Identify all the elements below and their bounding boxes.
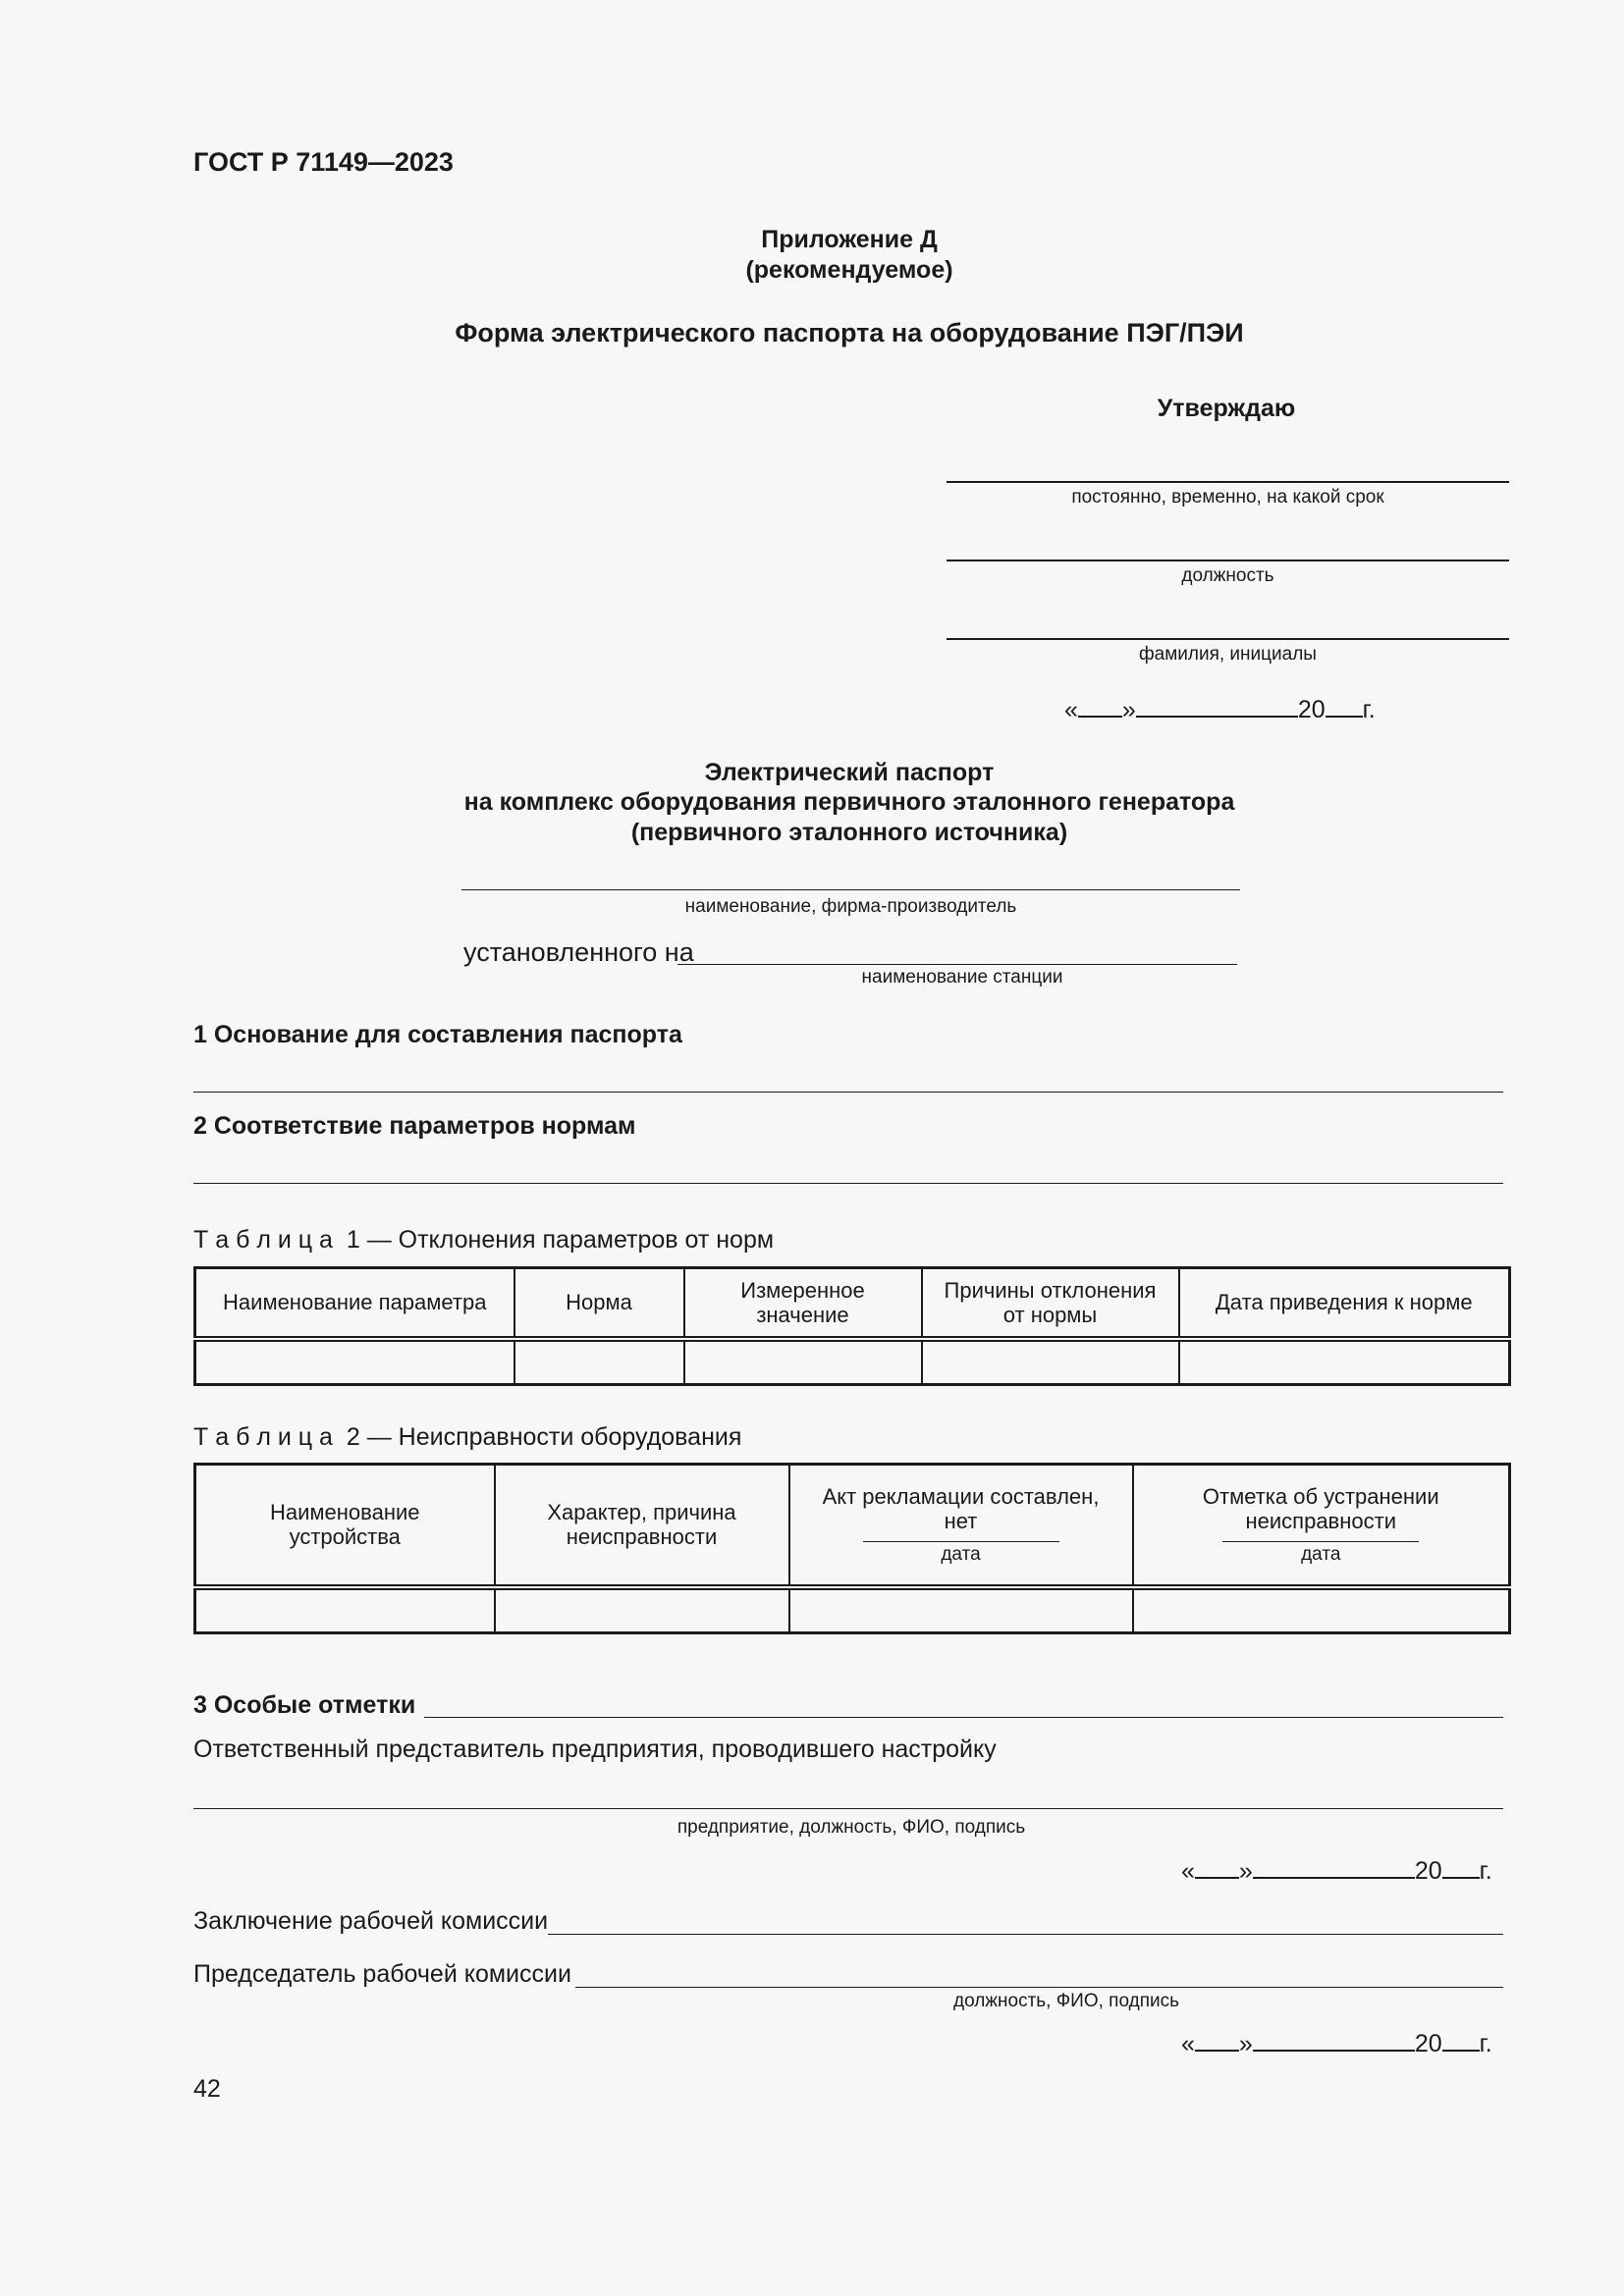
table2-fix-mark-label: Отметка об устранении неисправности [1202,1483,1439,1533]
table2-header-device: Наименование устройства [195,1465,495,1587]
approval-heading: Утверждаю [1157,395,1296,422]
date-year: 20 [1414,2030,1442,2057]
chairman-label: Председатель рабочей комиссии [193,1960,571,1988]
table1-cell-measured[interactable] [684,1339,922,1385]
table2-malfunctions [193,1463,1511,1634]
passport-title-line1: Электрический паспорт [704,759,995,786]
table2-header-claim-act [789,1465,1133,1587]
appendix-status: (рекомендуемое) [745,256,953,284]
station-name-line [677,964,1237,965]
chairman-caption: должность, ФИО, подпись [952,1991,1179,2011]
table1-header-reasons: Причины отклонения от нормы [922,1268,1179,1339]
equipment-name-line [461,889,1240,890]
table2-cell-fix-mark[interactable] [1133,1587,1510,1633]
table2-fix-mark-date-caption: дата [1222,1541,1419,1566]
table1-cell-norm[interactable] [514,1339,684,1385]
table2-claim-act-date-caption: дата [863,1541,1059,1566]
approval-name-line [947,638,1509,640]
responsible-date [1181,1855,1492,1886]
date-close-quote: » [1238,2030,1253,2057]
table2-caption [193,1423,741,1452]
date-close-quote: » [1121,696,1136,723]
section3-title: 3 Особые отметки [193,1691,416,1719]
table1-deviations [193,1266,1511,1386]
table1-cell-parameter[interactable] [195,1339,514,1385]
passport-title-line3: (первичного эталонного источника) [630,819,1068,846]
table2-header-cause: Характер, причина неисправности [495,1465,789,1587]
section1-fill-line [193,1092,1503,1093]
approval-date [1064,694,1376,724]
equipment-name-caption: наименование, фирма-производитель [684,896,1017,917]
table2-caption-word: Т а б л и ц а [193,1423,333,1451]
table2-cell-claim-act[interactable] [789,1587,1133,1633]
station-name-caption: наименование станции [861,967,1063,988]
table1-header-measured: Измеренное значение [684,1268,922,1339]
conclusion-fill-line [548,1934,1503,1935]
date-close-quote: » [1238,1857,1253,1885]
table1-cell-restore-date[interactable] [1179,1339,1510,1385]
date-suffix: г. [1479,1857,1492,1885]
conclusion-label: Заключение рабочей комиссии [193,1907,549,1935]
date-open-quote: « [1064,696,1078,723]
table1-header-norm: Норма [514,1268,684,1339]
responsible-label: Ответственный представитель предприятия, проводившего настройку [193,1735,997,1763]
table2-caption-text: 2 — Неисправности оборудования [346,1423,742,1451]
responsible-caption: предприятие, должность, ФИО, подпись [677,1817,1026,1838]
table2-header-fix-mark [1133,1465,1510,1587]
form-title: Форма электрического паспорта на оборудование ПЭГ/ПЭИ [455,318,1244,347]
installed-label: установленного на [463,937,694,967]
table1-cell-reasons[interactable] [922,1339,1179,1385]
responsible-fill-line [193,1808,1503,1809]
table2-claim-act-label: Акт рекламации составлен, нет [822,1483,1100,1533]
section2-title: 2 Соответствие параметров нормам [193,1112,636,1140]
standard-code: ГОСТ Р 71149—2023 [193,147,454,177]
page-number: 42 [193,2075,221,2103]
chairman-date [1181,2028,1492,2058]
section3-fill-line [424,1717,1503,1718]
date-year: 20 [1414,1857,1442,1885]
table1-caption [193,1226,774,1255]
table1-header-restore-date: Дата приведения к норме [1179,1268,1510,1339]
table2-cell-cause[interactable] [495,1587,789,1633]
approval-term-line [947,481,1509,483]
date-open-quote: « [1181,2030,1195,2057]
chairman-fill-line [575,1987,1503,1988]
approval-term-caption: постоянно, временно, на какой срок [1071,487,1384,507]
appendix-title: Приложение Д [761,226,938,253]
approval-position-line [947,560,1509,561]
date-open-quote: « [1181,1857,1195,1885]
date-suffix: г. [1362,696,1376,723]
section1-title: 1 Основание для составления паспорта [193,1021,682,1048]
approval-name-caption: фамилия, инициалы [1139,644,1317,665]
date-year: 20 [1297,696,1326,723]
table1-caption-text: 1 — Отклонения параметров от норм [346,1226,775,1254]
table1-caption-word: Т а б л и ц а [193,1226,333,1254]
passport-title-line2: на комплекс оборудования первичного эталонного генератора [463,788,1235,816]
table1-header-parameter: Наименование параметра [195,1268,514,1339]
date-suffix: г. [1479,2030,1492,2057]
table2-cell-device[interactable] [195,1587,495,1633]
approval-position-caption: должность [1181,565,1274,586]
section2-fill-line [193,1183,1503,1184]
